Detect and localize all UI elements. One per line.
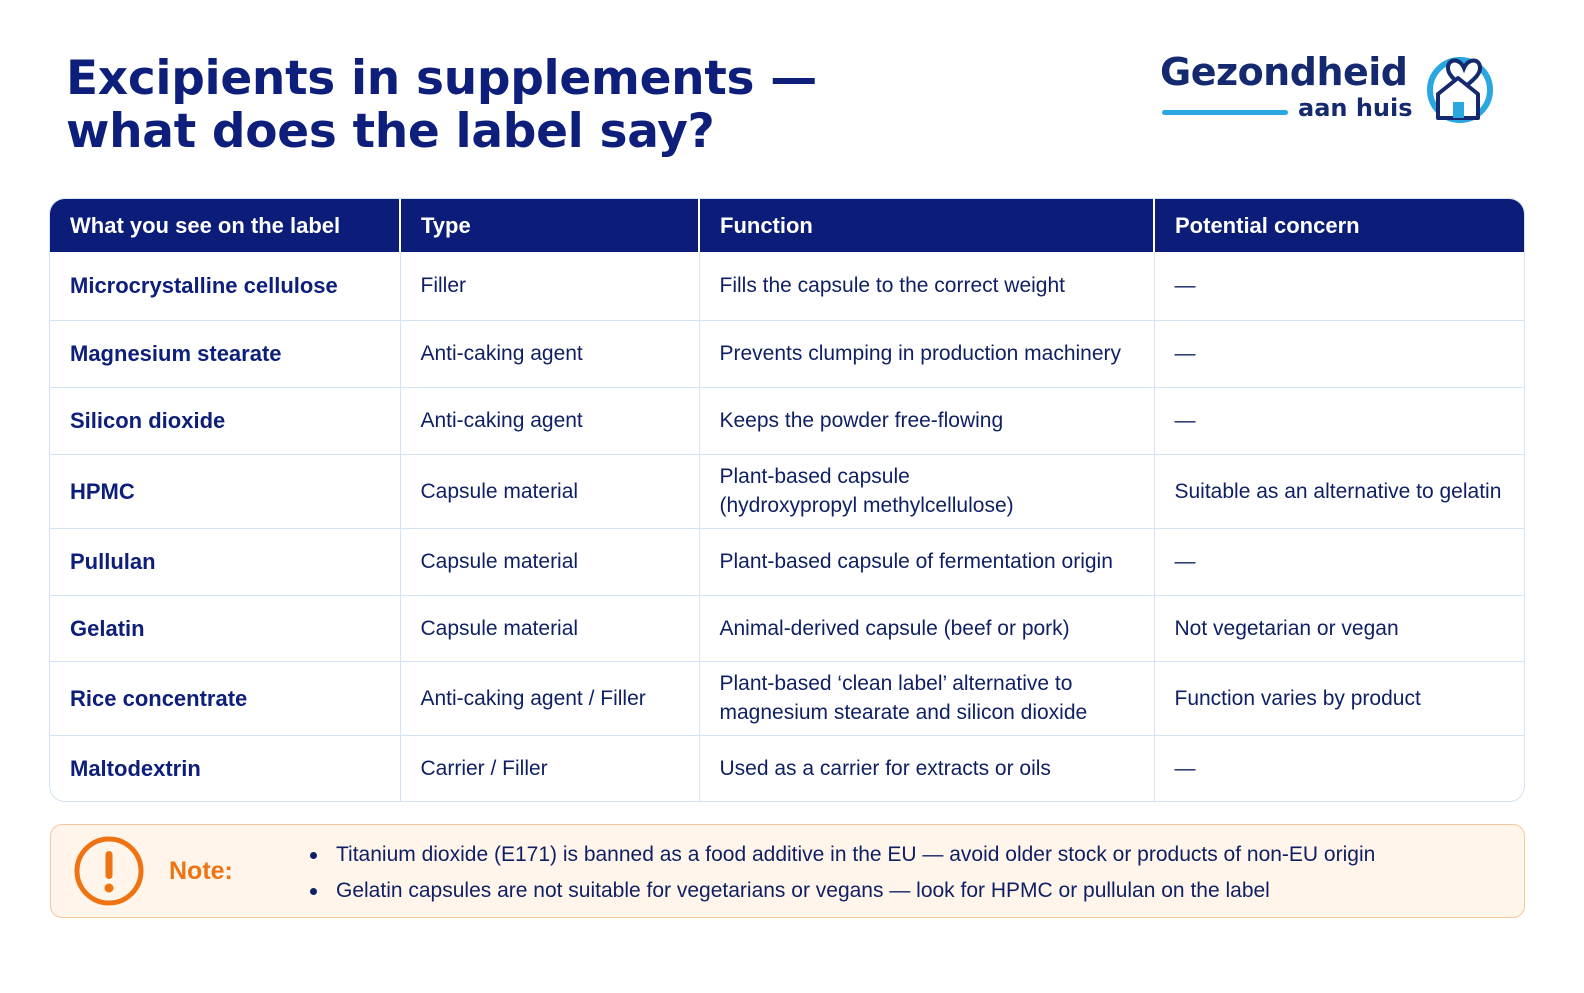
cell-type: Capsule material (400, 454, 699, 528)
table-row (50, 528, 1525, 595)
page-title-line-2: what does the label say? (66, 104, 715, 159)
cell-function (699, 528, 1154, 595)
function-line: magnesium stearate and silicon dioxide (719, 701, 1088, 724)
cell-concern: — (1154, 528, 1525, 595)
cell-label-name: Gelatin (50, 595, 400, 661)
header-function: Function (699, 199, 1154, 252)
header-concern: Potential concern (1154, 199, 1525, 252)
function-line: (hydroxypropyl methylcellulose) (719, 494, 1014, 517)
cell-type: Anti-caking agent (400, 387, 699, 454)
cell-function (699, 320, 1154, 387)
page-title (66, 52, 817, 158)
cell-label-name: Microcrystalline cellulose (50, 252, 400, 320)
function-line: Plant-based capsule (719, 465, 910, 488)
cell-type: Capsule material (400, 528, 699, 595)
table-row (50, 661, 1525, 735)
note-box (50, 824, 1525, 918)
cell-label-name: HPMC (50, 454, 400, 528)
excipients-table (49, 198, 1525, 802)
logo-brand-text: Gezondheid (1160, 50, 1408, 94)
cell-type: Anti-caking agent (400, 320, 699, 387)
exclamation-circle-icon (73, 835, 145, 907)
function-line: Animal-derived capsule (beef or pork) (719, 616, 1070, 640)
header-type: Type (400, 199, 699, 252)
cell-function (699, 387, 1154, 454)
table-row (50, 320, 1525, 387)
logo-underline (1162, 110, 1288, 115)
cell-concern: — (1154, 735, 1525, 801)
note-item: Gelatin capsules are not suitable for vegetarians or vegans — look for HPMC or pullulan on the label (306, 873, 1375, 909)
function-line: Keeps the powder free-flowing (719, 409, 1004, 432)
cell-label-name: Pullulan (50, 528, 400, 595)
cell-function (699, 735, 1154, 801)
cell-concern: Not vegetarian or vegan (1154, 595, 1525, 661)
cell-concern: — (1154, 387, 1525, 454)
heart-house-icon (1424, 48, 1496, 126)
cell-function (699, 595, 1154, 661)
cell-concern: — (1154, 320, 1525, 387)
cell-type: Carrier / Filler (400, 735, 699, 801)
cell-type: Anti-caking agent / Filler (400, 661, 699, 735)
cell-label-name: Magnesium stearate (50, 320, 400, 387)
function-line: Plant-based capsule of fermentation origin (719, 550, 1113, 573)
table-header-row (50, 199, 1525, 252)
cell-label-name: Maltodextrin (50, 735, 400, 801)
function-line: Prevents clumping in production machinery (719, 342, 1122, 365)
function-line: Plant-based ‘clean label’ alternative to (719, 672, 1073, 695)
cell-label-name: Silicon dioxide (50, 387, 400, 454)
cell-function (699, 454, 1154, 528)
cell-concern: — (1174, 274, 1196, 298)
table-row (50, 595, 1525, 661)
header-label: What you see on the label (50, 199, 400, 252)
note-list (306, 837, 1375, 909)
logo-sub-text: aan huis (1298, 94, 1413, 122)
brand-logo (1158, 44, 1498, 134)
table-row (50, 454, 1525, 528)
cell-concern: Function varies by product (1154, 661, 1525, 735)
function-line: Fills the capsule to the correct weight (719, 274, 1065, 298)
cell-concern: Suitable as an alternative to gelatin (1154, 454, 1525, 528)
cell-function (699, 252, 1154, 320)
table-row (50, 735, 1525, 801)
table-row (50, 387, 1525, 454)
cell-type: Capsule material (400, 595, 699, 661)
note-item: Titanium dioxide (E171) is banned as a food additive in the EU — avoid older stock or products of non-EU origin (306, 837, 1375, 873)
note-label: Note: (169, 857, 233, 885)
function-line: Used as a carrier for extracts or oils (719, 756, 1051, 780)
page-title-line-1: Excipients in supplements — (66, 51, 817, 106)
table-row (50, 252, 1525, 320)
cell-label-name: Rice concentrate (50, 661, 400, 735)
cell-function (699, 661, 1154, 735)
cell-type: Filler (400, 252, 699, 320)
